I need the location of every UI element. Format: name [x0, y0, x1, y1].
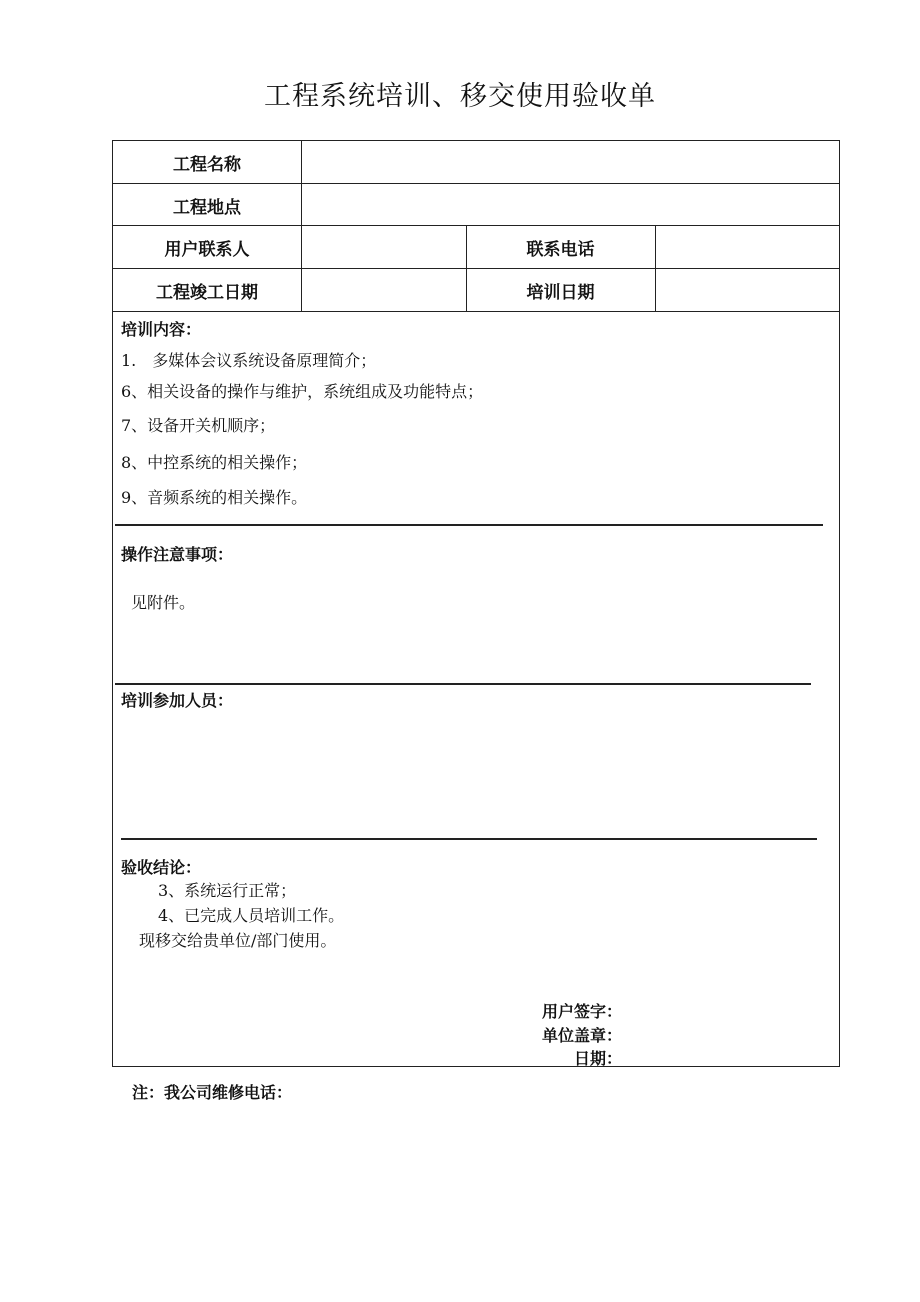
- row-divider-1: [113, 183, 839, 184]
- training-content-heading: 培训内容：: [121, 320, 202, 339]
- training-item: 9、音频系统的相关操作。: [121, 488, 308, 507]
- project-name-label: 工程名称: [173, 155, 241, 175]
- section-divider-2: [115, 683, 811, 685]
- col-divider-3: [655, 225, 656, 311]
- training-item: 8、中控系统的相关操作；: [121, 453, 308, 472]
- conclusion-line: 现移交给贵单位/部门使用。: [139, 931, 337, 950]
- operation-notes-text: 见附件。: [131, 593, 196, 612]
- acceptance-form-table: [112, 140, 840, 1067]
- training-item: 7、设备开关机顺序；: [121, 416, 276, 435]
- section-divider-1: [115, 524, 823, 526]
- unit-seal-label: 单位盖章：: [541, 1026, 622, 1045]
- conclusion-heading: 验收结论：: [121, 858, 202, 877]
- section-divider-3: [121, 838, 817, 840]
- contact-phone-label: 联系电话: [526, 240, 595, 260]
- user-contact-label: 用户联系人: [164, 240, 250, 260]
- document-title: 工程系统培训、移交使用验收单: [264, 81, 656, 112]
- date-label: 日期：: [573, 1049, 622, 1068]
- conclusion-line: 3、系统运行正常；: [158, 881, 297, 900]
- footer-note: 注：我公司维修电话：: [132, 1083, 293, 1102]
- row-divider-2: [113, 225, 839, 226]
- row-divider-3: [113, 268, 839, 269]
- conclusion-line: 4、已完成人员培训工作。: [158, 906, 345, 925]
- row-divider-4: [113, 311, 839, 312]
- participants-heading: 培训参加人员：: [121, 691, 234, 710]
- project-location-label: 工程地点: [173, 198, 241, 218]
- training-item: 1. 多媒体会议系统设备原理简介；: [121, 351, 377, 370]
- training-item: 6、相关设备的操作与维护，系统组成及功能特点；: [121, 382, 484, 401]
- user-signature-label: 用户签字：: [541, 1002, 622, 1021]
- training-date-label: 培训日期: [526, 283, 595, 303]
- col-divider-1: [301, 141, 302, 311]
- operation-notes-heading: 操作注意事项：: [121, 545, 234, 564]
- completion-date-label: 工程竣工日期: [156, 283, 258, 303]
